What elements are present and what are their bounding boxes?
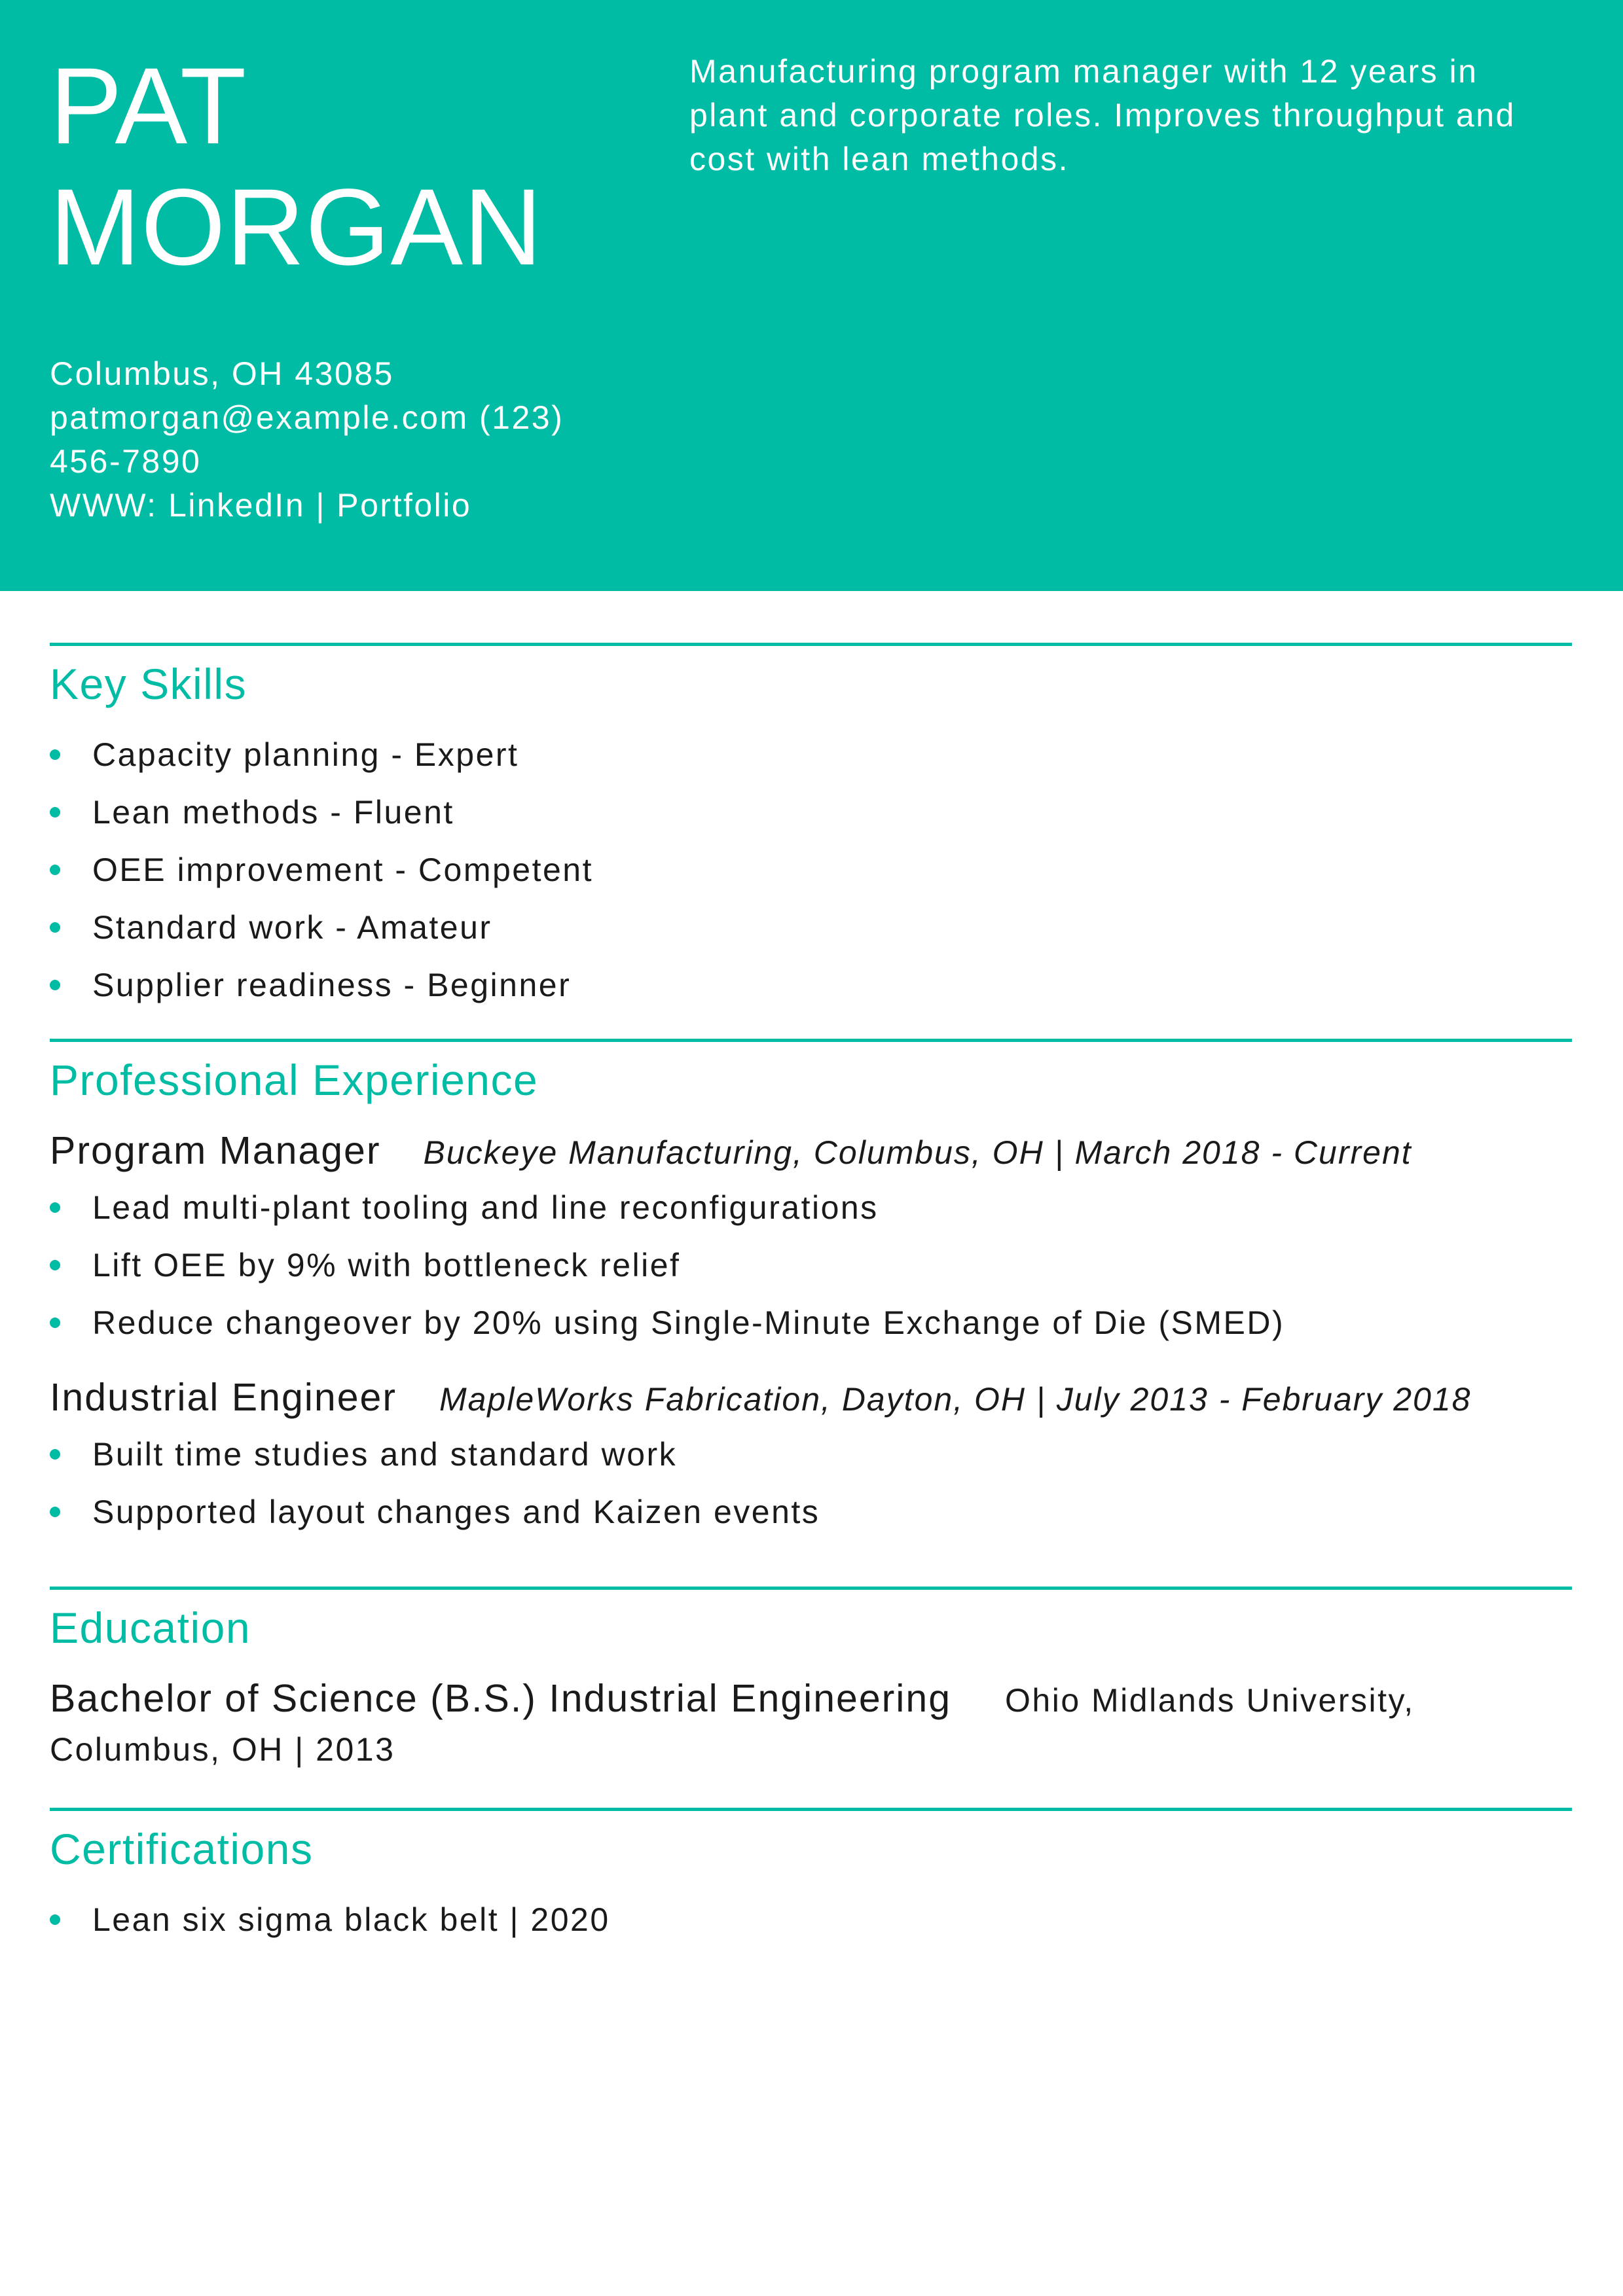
list-item: Supported layout changes and Kaizen events [50, 1483, 1572, 1541]
list-item: Lean methods - Fluent [50, 783, 1572, 841]
job-header [50, 1371, 1572, 1426]
list-item: OEE improvement - Competent [50, 841, 1572, 899]
list-item: Lead multi-plant tooling and line reconfigurations [50, 1179, 1572, 1236]
job-header [50, 1124, 1572, 1179]
email-phone[interactable]: patmorgan@example.com (123) [50, 399, 564, 436]
school: Ohio Midlands University, [1005, 1682, 1415, 1719]
last-name: MORGAN [50, 167, 543, 288]
resume-header [0, 0, 1623, 591]
skills-section [50, 643, 1572, 1014]
bullet-icon [50, 865, 60, 875]
bullet-icon [50, 807, 60, 817]
list-item: Supplier readiness - Beginner [50, 956, 1572, 1014]
job-title: Industrial Engineer [50, 1376, 397, 1419]
address: Columbus, OH 43085 [50, 355, 394, 392]
experience-section [50, 1039, 1572, 1541]
education-entry [50, 1672, 1572, 1772]
first-name: PAT [50, 46, 247, 167]
job-title: Program Manager [50, 1129, 381, 1172]
skills-list [50, 726, 1572, 1014]
job-entry [50, 1371, 1572, 1541]
bullet-icon [50, 1914, 60, 1925]
list-item: Capacity planning - Expert [50, 726, 1572, 783]
job-bullets [50, 1179, 1572, 1352]
phone-continued: 456-7890 [50, 443, 202, 480]
bullet-icon [50, 980, 60, 990]
list-item: Reduce changeover by 20% using Single-Minute Exchange of Die (SMED) [50, 1294, 1572, 1352]
bullet-icon [50, 1449, 60, 1460]
list-item: Built time studies and standard work [50, 1426, 1572, 1483]
job-bullets [50, 1426, 1572, 1541]
education-location: Columbus, OH | 2013 [50, 1731, 395, 1768]
certifications-section [50, 1808, 1572, 1948]
bullet-icon [50, 1507, 60, 1517]
certifications-list [50, 1891, 1572, 1948]
candidate-name [50, 46, 543, 288]
section-title-skills: Key Skills [50, 660, 247, 708]
bullet-icon [50, 1260, 60, 1270]
contact-block [50, 352, 613, 528]
web-links[interactable]: WWW: LinkedIn | Portfolio [50, 487, 472, 524]
education-section [50, 1587, 1572, 1772]
job-entry [50, 1124, 1572, 1352]
list-item: Standard work - Amateur [50, 899, 1572, 956]
list-item: Lift OEE by 9% with bottleneck relief [50, 1236, 1572, 1294]
bullet-icon [50, 749, 60, 760]
bullet-icon [50, 1202, 60, 1213]
degree: Bachelor of Science (B.S.) Industrial Engineering [50, 1677, 952, 1720]
section-title-experience: Professional Experience [50, 1056, 539, 1104]
bullet-icon [50, 1318, 60, 1328]
bullet-icon [50, 922, 60, 933]
education-header [50, 1672, 1572, 1727]
section-title-education: Education [50, 1604, 251, 1652]
section-title-certifications: Certifications [50, 1825, 314, 1873]
job-meta: Buckeye Manufacturing, Columbus, OH | March 2018 - Current [423, 1134, 1412, 1171]
list-item: Lean six sigma black belt | 2020 [50, 1891, 1572, 1948]
summary: Manufacturing program manager with 12 years in plant and corporate roles. Improves throughput and cost with lean methods. [689, 53, 1516, 177]
job-meta: MapleWorks Fabrication, Dayton, OH | July 2013 - February 2018 [439, 1381, 1472, 1418]
